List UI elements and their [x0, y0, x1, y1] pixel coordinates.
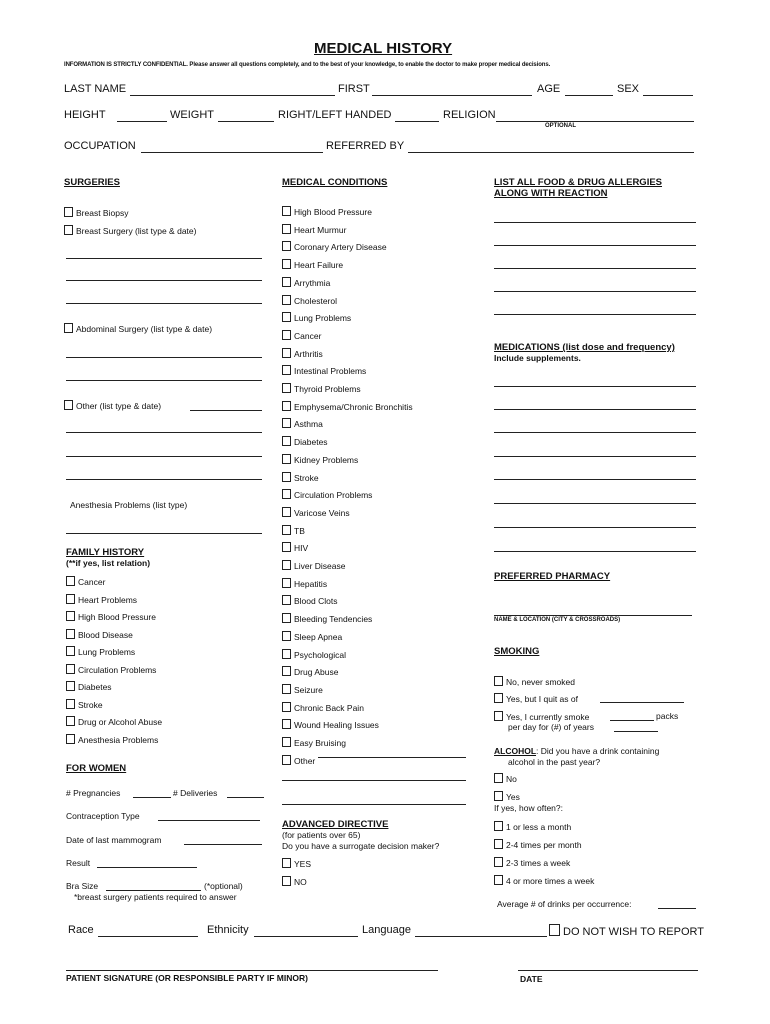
- checkbox-icon[interactable]: [66, 664, 75, 674]
- handed-label: RIGHT/LEFT HANDED: [278, 109, 392, 121]
- condition-item-label: Blood Clots: [294, 596, 338, 607]
- condition-bleeding-tendencies-checkbox[interactable]: [282, 613, 372, 624]
- family-item-label: Blood Disease: [78, 629, 133, 640]
- smoking-packs-label: packs: [656, 711, 679, 721]
- family-item-label: Circulation Problems: [78, 664, 157, 675]
- family-item-label: Anesthesia Problems: [78, 734, 159, 745]
- checkbox-icon[interactable]: [282, 666, 291, 676]
- date-label: DATE: [520, 974, 543, 984]
- checkbox-icon[interactable]: [282, 472, 291, 482]
- condition-high-blood-pressure-checkbox[interactable]: [282, 206, 372, 217]
- smoking-per-day-label: per day for (#) of years: [508, 722, 594, 732]
- other-surgery-checkbox[interactable]: Other (list type & date): [64, 400, 161, 411]
- abdominal-line-2[interactable]: [66, 380, 262, 381]
- breast-surgery-checkbox[interactable]: Breast Surgery (list type & date): [64, 225, 196, 236]
- checkbox-icon[interactable]: [282, 348, 291, 358]
- condition-item-label: Stroke: [294, 472, 319, 483]
- condition-seizure-checkbox[interactable]: [282, 684, 323, 695]
- weight-label: WEIGHT: [170, 109, 214, 121]
- alcohol-heading: ALCOHOL: [494, 746, 537, 756]
- condition-item-label: Chronic Back Pain: [294, 702, 364, 713]
- abdominal-line-1[interactable]: [66, 357, 262, 358]
- checkbox-icon[interactable]: [282, 560, 291, 570]
- condition-psychological-checkbox[interactable]: [282, 649, 346, 660]
- age-label: AGE: [537, 83, 561, 95]
- anesthesia-problems-label: Anesthesia Problems (list type): [70, 500, 188, 510]
- mammogram-field[interactable]: [184, 844, 262, 845]
- condition-arrythmia-checkbox[interactable]: [282, 277, 330, 288]
- condition-item-label: Sleep Apnea: [294, 631, 343, 642]
- checkbox-icon[interactable]: [282, 542, 291, 552]
- condition-item-label: Bleeding Tendencies: [294, 614, 373, 625]
- condition-emphysema-chronic-bronchitis-checkbox[interactable]: [282, 401, 413, 412]
- condition-circulation-problems-checkbox[interactable]: [282, 489, 372, 500]
- checkbox-icon[interactable]: [282, 649, 291, 659]
- alcohol-question-2: alcohol in the past year?: [508, 757, 601, 767]
- referred-by-label: REFERRED BY: [326, 140, 405, 152]
- smoking-years-field[interactable]: [614, 731, 658, 732]
- checkbox-icon[interactable]: [282, 312, 291, 322]
- checkbox-icon[interactable]: [282, 401, 291, 411]
- condition-blood-clots-checkbox[interactable]: [282, 595, 337, 606]
- advanced-directive-no-checkbox[interactable]: NO: [282, 876, 307, 887]
- checkbox-icon[interactable]: [282, 224, 291, 234]
- occupation-label: OCCUPATION: [64, 140, 136, 152]
- religion-label: RELIGION: [443, 109, 496, 121]
- condition-item-label: HIV: [294, 543, 309, 554]
- smoking-heading: SMOKING: [494, 646, 540, 657]
- alcohol-avg-label: Average # of drinks per occurrence:: [497, 899, 632, 909]
- condition-easy-bruising-checkbox[interactable]: [282, 737, 346, 748]
- allergy-line-5[interactable]: [494, 314, 696, 315]
- breast-biopsy-checkbox[interactable]: Breast Biopsy: [64, 207, 128, 218]
- alcohol-opt3-checkbox[interactable]: 2-3 times a week: [494, 857, 570, 868]
- contraception-label: Contraception Type: [66, 811, 140, 821]
- medication-line-5[interactable]: [494, 479, 696, 480]
- checkbox-icon[interactable]: [282, 507, 291, 517]
- checkbox-icon[interactable]: [282, 436, 291, 446]
- family-heart-problems-checkbox[interactable]: [66, 594, 137, 605]
- checkbox-icon[interactable]: [282, 383, 291, 393]
- family-lung-problems-checkbox[interactable]: [66, 646, 135, 657]
- family-stroke-checkbox[interactable]: [66, 699, 103, 710]
- language-label: Language: [362, 924, 411, 936]
- other-surgery-line-2[interactable]: [66, 456, 262, 457]
- family-drug-or-alcohol-abuse-checkbox[interactable]: [66, 716, 162, 727]
- height-field[interactable]: [117, 121, 167, 122]
- condition-item-label: Coronary Artery Disease: [294, 242, 387, 253]
- mammogram-label: Date of last mammogram: [66, 835, 162, 845]
- condition-item-label: Arrythmia: [294, 277, 331, 288]
- condition-stroke-checkbox[interactable]: [282, 472, 319, 483]
- condition-item-label: Seizure: [294, 684, 323, 695]
- condition-hepatitis-checkbox[interactable]: [282, 578, 327, 589]
- date-field[interactable]: [518, 970, 698, 971]
- condition-item-label: Lung Problems: [294, 313, 352, 324]
- condition-diabetes-checkbox[interactable]: [282, 436, 328, 447]
- other-condition-field[interactable]: [318, 757, 466, 758]
- result-label: Result: [66, 858, 91, 868]
- ethnicity-label: Ethnicity: [207, 924, 249, 936]
- family-item-label: Lung Problems: [78, 647, 136, 657]
- condition-drug-abuse-checkbox[interactable]: [282, 666, 338, 677]
- family-history-heading: FAMILY HISTORY: [66, 547, 145, 558]
- other-surgery-line-1[interactable]: [66, 432, 262, 433]
- religion-field[interactable]: [496, 121, 694, 122]
- family-circulation-problems-checkbox[interactable]: [66, 664, 156, 675]
- checkbox-icon[interactable]: [282, 489, 291, 499]
- condition-asthma-checkbox[interactable]: [282, 418, 323, 429]
- checkbox-icon[interactable]: [66, 681, 75, 691]
- allergy-line-3[interactable]: [494, 268, 696, 269]
- family-cancer-checkbox[interactable]: [66, 576, 105, 587]
- family-item-label: Cancer: [78, 577, 106, 587]
- pharmacy-heading: PREFERRED PHARMACY: [494, 571, 611, 582]
- page-title: MEDICAL HISTORY: [314, 40, 453, 57]
- race-field[interactable]: [98, 936, 198, 937]
- advanced-directive-sub1: (for patients over 65): [282, 830, 361, 840]
- advanced-directive-heading: ADVANCED DIRECTIVE: [282, 819, 389, 830]
- family-diabetes-checkbox[interactable]: [66, 681, 112, 692]
- sex-field[interactable]: [643, 95, 693, 96]
- medication-line-4[interactable]: [494, 456, 696, 457]
- checkbox-icon[interactable]: [282, 702, 291, 712]
- condition-kidney-problems-checkbox[interactable]: [282, 454, 358, 465]
- family-item-label: Diabetes: [78, 682, 112, 692]
- checkbox-icon[interactable]: [282, 578, 291, 588]
- condition-sleep-apnea-checkbox[interactable]: [282, 631, 342, 642]
- condition-item-label: Liver Disease: [294, 561, 346, 571]
- alcohol-no-checkbox[interactable]: No: [494, 773, 517, 784]
- checkbox-icon[interactable]: [282, 418, 291, 428]
- checkbox-icon[interactable]: [66, 699, 75, 709]
- condition-cholesterol-checkbox[interactable]: [282, 295, 337, 306]
- smoking-quit-date-field[interactable]: [600, 702, 684, 703]
- condition-varicose-veins-checkbox[interactable]: [282, 507, 350, 518]
- condition-other-checkbox[interactable]: [282, 755, 315, 766]
- condition-chronic-back-pain-checkbox[interactable]: [282, 702, 364, 713]
- condition-item-label: Thyroid Problems: [294, 384, 361, 394]
- condition-item-label: Circulation Problems: [294, 490, 373, 501]
- deliveries-field[interactable]: [227, 797, 264, 798]
- first-name-field[interactable]: [372, 95, 532, 96]
- medications-sub: Include supplements.: [494, 353, 581, 363]
- smoking-packs-field[interactable]: [610, 720, 654, 721]
- anesthesia-line[interactable]: [66, 533, 262, 534]
- allergy-line-1[interactable]: [494, 222, 696, 223]
- checkbox-icon[interactable]: [282, 525, 291, 535]
- medical-conditions-heading: MEDICAL CONDITIONS: [282, 177, 388, 188]
- medication-line-2[interactable]: [494, 409, 696, 410]
- breast-surgery-line-1[interactable]: [66, 258, 262, 259]
- smoking-never-checkbox[interactable]: No, never smoked: [494, 676, 575, 687]
- condition-item-label: Asthma: [294, 419, 323, 430]
- condition-item-label: Arthritis: [294, 348, 323, 359]
- pregnancies-field[interactable]: [133, 797, 171, 798]
- checkbox-icon[interactable]: [282, 277, 291, 287]
- other-condition-line-2[interactable]: [282, 804, 466, 805]
- allergy-line-2[interactable]: [494, 245, 696, 246]
- checkbox-icon[interactable]: [282, 755, 291, 765]
- alcohol-yes-checkbox[interactable]: Yes: [494, 791, 520, 802]
- checkbox-icon[interactable]: [282, 206, 291, 216]
- checkbox-icon[interactable]: [282, 595, 291, 605]
- medications-heading: MEDICATIONS (list dose and frequency): [494, 342, 675, 353]
- signature-field[interactable]: [66, 970, 438, 971]
- condition-item-label: Heart Murmur: [294, 224, 347, 235]
- checkbox-icon[interactable]: [282, 365, 291, 375]
- pregnancies-label: # Pregnancies: [66, 788, 121, 798]
- contraception-field[interactable]: [158, 820, 260, 821]
- condition-liver-disease-checkbox[interactable]: [282, 560, 346, 571]
- other-condition-line-1[interactable]: [282, 780, 466, 781]
- condition-item-label: Cholesterol: [294, 295, 337, 306]
- advanced-directive-yes-checkbox[interactable]: YES: [282, 858, 311, 869]
- checkbox-icon[interactable]: [282, 259, 291, 269]
- family-history-sub: (**if yes, list relation): [66, 558, 151, 568]
- condition-item-label: High Blood Pressure: [294, 207, 372, 217]
- other-surgery-field[interactable]: [190, 410, 262, 411]
- abdominal-surgery-checkbox[interactable]: Abdominal Surgery (list type & date): [64, 323, 212, 334]
- family-item-label: Stroke: [78, 699, 103, 710]
- condition-arthritis-checkbox[interactable]: [282, 348, 323, 359]
- age-field[interactable]: [565, 95, 613, 96]
- occupation-field[interactable]: [141, 152, 323, 153]
- first-name-label: FIRST: [338, 83, 370, 95]
- height-label: HEIGHT: [64, 109, 106, 121]
- checkbox-icon[interactable]: [282, 295, 291, 305]
- bra-size-label: Bra Size: [66, 881, 99, 891]
- smoking-quit-checkbox[interactable]: Yes, but I quit as of: [494, 693, 578, 704]
- religion-optional-note: OPTIONAL: [545, 123, 576, 129]
- condition-item-label: Heart Failure: [294, 260, 344, 271]
- smoking-current-checkbox[interactable]: Yes, I currently smoke: [494, 711, 589, 722]
- family-item-label: Drug or Alcohol Abuse: [78, 717, 163, 727]
- medication-line-6[interactable]: [494, 503, 696, 504]
- checkbox-icon[interactable]: [66, 594, 75, 604]
- surgeries-heading: SURGERIES: [64, 177, 120, 188]
- condition-heart-failure-checkbox[interactable]: [282, 259, 343, 270]
- alcohol-question: ALCOHOL: Did you have a drink containing: [494, 746, 660, 756]
- condition-item-label: Psychological: [294, 649, 346, 660]
- allergies-heading-2: ALONG WITH REACTION: [494, 188, 608, 199]
- alcohol-opt1-checkbox[interactable]: 1 or less a month: [494, 821, 571, 832]
- condition-lung-problems-checkbox[interactable]: [282, 312, 351, 323]
- family-anesthesia-problems-checkbox[interactable]: [66, 734, 158, 745]
- condition-item-label: Kidney Problems: [294, 454, 359, 465]
- family-item-label: High Blood Pressure: [78, 612, 156, 622]
- medication-line-3[interactable]: [494, 432, 696, 433]
- allergy-line-4[interactable]: [494, 291, 696, 292]
- checkbox-icon[interactable]: [282, 684, 291, 694]
- condition-heart-murmur-checkbox[interactable]: [282, 224, 346, 235]
- last-name-field[interactable]: [130, 95, 335, 96]
- alcohol-opt4-checkbox[interactable]: 4 or more times a week: [494, 875, 594, 886]
- weight-field[interactable]: [218, 121, 274, 122]
- medication-line-8[interactable]: [494, 551, 696, 552]
- alcohol-often-label: If yes, how often?:: [494, 803, 563, 813]
- referred-by-field[interactable]: [408, 152, 694, 153]
- breast-surgery-line-2[interactable]: [66, 280, 262, 281]
- condition-coronary-artery-disease-checkbox[interactable]: [282, 241, 387, 252]
- checkbox-icon[interactable]: [282, 241, 291, 251]
- do-not-report-checkbox[interactable]: DO NOT WISH TO REPORT: [549, 924, 704, 938]
- condition-cancer-checkbox[interactable]: [282, 330, 321, 341]
- checkbox-icon[interactable]: [66, 576, 75, 586]
- family-high-blood-pressure-checkbox[interactable]: [66, 611, 156, 622]
- confidential-notice: INFORMATION IS STRICTLY CONFIDENTIAL. Please answer all questions completely, and to the best of your knowledge, to enable the doctor to make proper medical decisions.: [64, 62, 551, 68]
- other-surgery-line-3[interactable]: [66, 479, 262, 480]
- advanced-directive-sub2: Do you have a surrogate decision maker?: [282, 841, 440, 851]
- bra-size-field[interactable]: [106, 890, 201, 891]
- condition-item-label: Hepatitis: [294, 578, 328, 589]
- checkbox-icon[interactable]: [66, 629, 75, 639]
- checkbox-icon[interactable]: [282, 330, 291, 340]
- sex-label: SEX: [617, 83, 640, 95]
- condition-hiv-checkbox[interactable]: [282, 542, 308, 553]
- condition-item-label: TB: [294, 525, 305, 536]
- condition-item-label: Diabetes: [294, 437, 328, 448]
- signature-label: PATIENT SIGNATURE (OR RESPONSIBLE PARTY IF MINOR): [66, 973, 308, 983]
- alcohol-avg-field[interactable]: [658, 908, 696, 909]
- bra-size-optional: (*optional): [204, 881, 243, 891]
- result-field[interactable]: [97, 867, 197, 868]
- condition-item-label: Cancer: [294, 330, 322, 341]
- checkbox-icon[interactable]: [282, 613, 291, 623]
- condition-wound-healing-issues-checkbox[interactable]: [282, 719, 379, 730]
- pharmacy-field[interactable]: [494, 615, 692, 616]
- medication-line-1[interactable]: [494, 386, 696, 387]
- language-field[interactable]: [415, 936, 547, 937]
- deliveries-label: # Deliveries: [173, 788, 218, 798]
- condition-item-label: Easy Bruising: [294, 738, 346, 748]
- checkbox-icon[interactable]: [66, 716, 75, 726]
- allergies-heading: LIST ALL FOOD & DRUG ALLERGIES: [494, 177, 663, 188]
- family-blood-disease-checkbox[interactable]: [66, 629, 133, 640]
- checkbox-icon[interactable]: [66, 611, 75, 621]
- checkbox-icon[interactable]: [66, 646, 75, 656]
- race-label: Race: [68, 924, 94, 936]
- checkbox-icon[interactable]: [282, 719, 291, 729]
- checkbox-icon[interactable]: [282, 737, 291, 747]
- checkbox-icon[interactable]: [282, 454, 291, 464]
- condition-thyroid-problems-checkbox[interactable]: [282, 383, 361, 394]
- for-women-heading: FOR WOMEN: [66, 763, 127, 774]
- checkbox-icon[interactable]: [282, 631, 291, 641]
- condition-item-label: Intestinal Problems: [294, 366, 367, 377]
- last-name-label: LAST NAME: [64, 83, 127, 95]
- condition-item-label: Wound Healing Issues: [294, 720, 379, 731]
- condition-tb-checkbox[interactable]: [282, 525, 305, 536]
- condition-item-label: Other: [294, 755, 316, 766]
- breast-surgery-line-3[interactable]: [66, 303, 262, 304]
- bra-size-note: *breast surgery patients required to answer: [74, 892, 237, 902]
- pharmacy-sub: NAME & LOCATION (CITY & CROSSROADS): [494, 617, 621, 623]
- alcohol-opt2-checkbox[interactable]: 2-4 times per month: [494, 839, 582, 850]
- family-item-label: Heart Problems: [78, 594, 138, 605]
- ethnicity-field[interactable]: [254, 936, 358, 937]
- checkbox-icon[interactable]: [66, 734, 75, 744]
- handed-field[interactable]: [395, 121, 439, 122]
- condition-intestinal-problems-checkbox[interactable]: [282, 365, 366, 376]
- condition-item-label: Drug Abuse: [294, 667, 339, 678]
- condition-item-label: Varicose Veins: [294, 507, 350, 518]
- medication-line-7[interactable]: [494, 527, 696, 528]
- condition-item-label: Emphysema/Chronic Bronchitis: [294, 401, 413, 412]
